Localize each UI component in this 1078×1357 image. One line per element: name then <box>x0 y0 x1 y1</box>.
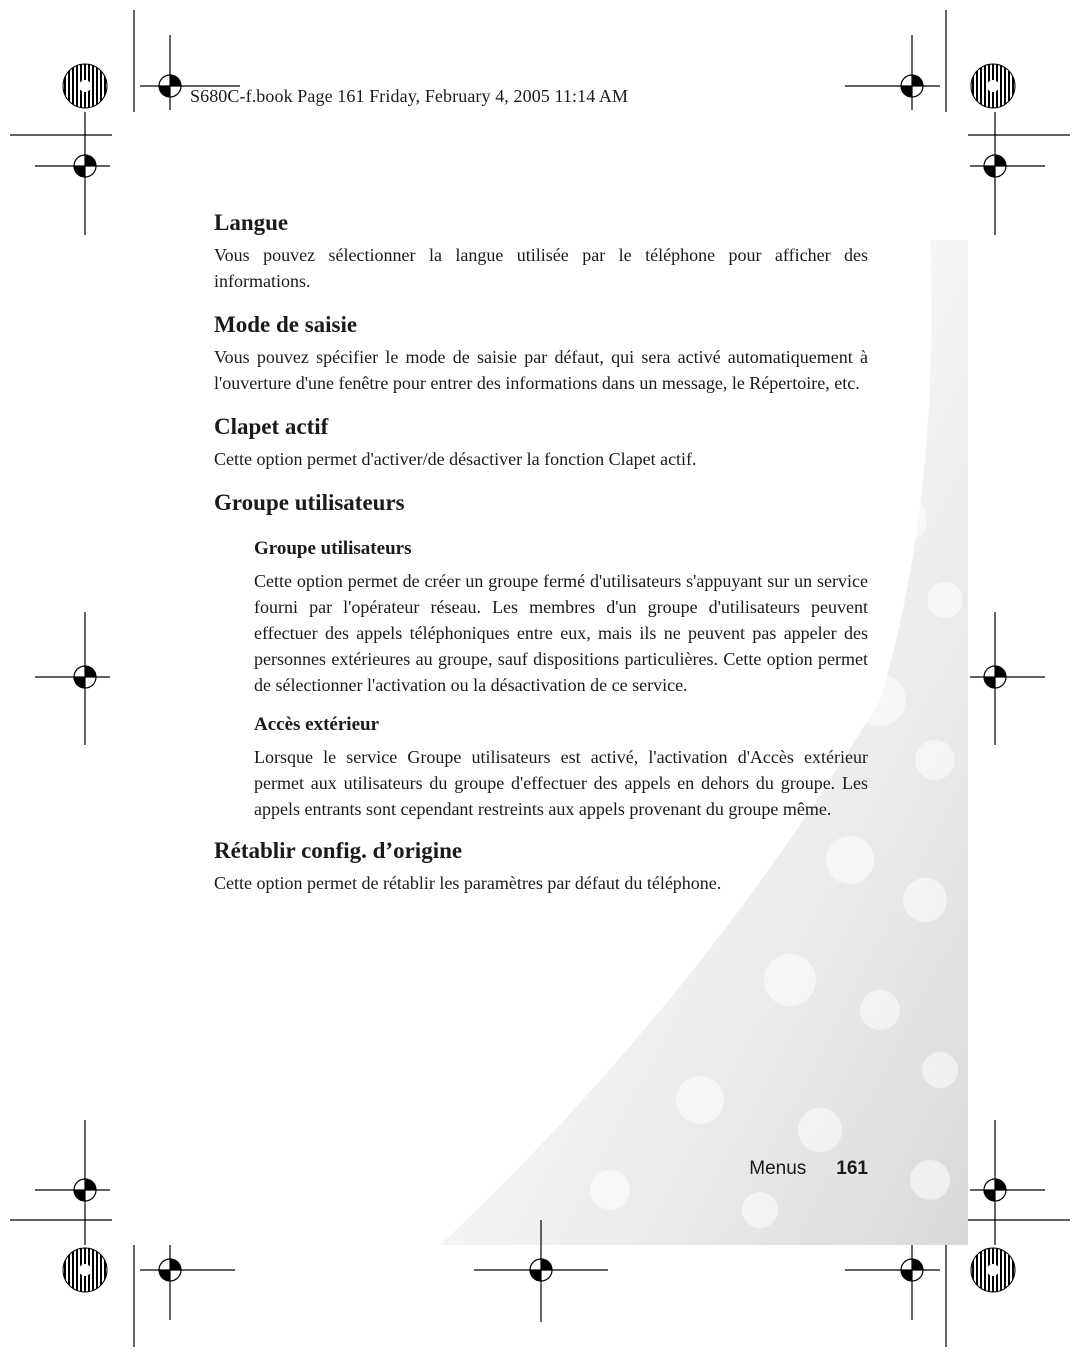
subsection-title-acces-exterieur: Accès extérieur <box>254 714 380 735</box>
page-number: 161 <box>836 1158 868 1179</box>
page-content <box>214 208 868 912</box>
section-title-mode-saisie: Mode de saisie <box>214 312 358 337</box>
page-footer <box>749 1158 868 1180</box>
section-body-clapet-actif: Cette option permet d'activer/de désactiver la fonction Clapet actif. <box>214 449 697 469</box>
section-title-retablir-config: Rétablir config. d’origine <box>214 838 463 863</box>
section-body-mode-saisie: Vous pouvez spécifier le mode de saisie par défaut, qui sera activé automatiquement à l'ouverture d'une fenêtre pour entrer des informations dans un message, le Répertoire, etc. <box>214 347 868 393</box>
subsection-group <box>254 536 868 822</box>
subsection-body-acces-exterieur: Lorsque le service Groupe utilisateurs est activé, l'activation d'Accès extérieur permet aux utilisateurs du groupe d'effectuer des appels en dehors du groupe. Les appels entrants sont cependant restreints aux appels provenant du groupe même. <box>254 747 868 819</box>
section-body-langue: Vous pouvez sélectionner la langue utilisée par le téléphone pour afficher des informations. <box>214 245 868 291</box>
section-title-groupe-utilisateurs: Groupe utilisateurs <box>214 490 405 515</box>
section-body-retablir-config: Cette option permet de rétablir les paramètres par défaut du téléphone. <box>214 873 722 893</box>
section-title-langue: Langue <box>214 210 289 235</box>
footer-label: Menus <box>749 1158 807 1179</box>
print-header: S680C-f.book Page 161 Friday, February 4, 2005 11:14 AM <box>190 86 629 106</box>
subsection-body-groupe-utilisateurs: Cette option permet de créer un groupe fermé d'utilisateurs s'appuyant sur un service fourni par l'opérateur réseau. Les membres d'un groupe d'utilisateurs peuvent effectuer des appels téléphoniques entre eux, mais ils ne peuvent pas appeler des personnes extérieures au groupe, sauf dispositions particulières. Cette option permet de sélectionner l'activation ou la désactivation de ce service. <box>254 571 868 695</box>
section-title-clapet-actif: Clapet actif <box>214 414 329 439</box>
subsection-title-groupe-utilisateurs: Groupe utilisateurs <box>254 538 412 559</box>
